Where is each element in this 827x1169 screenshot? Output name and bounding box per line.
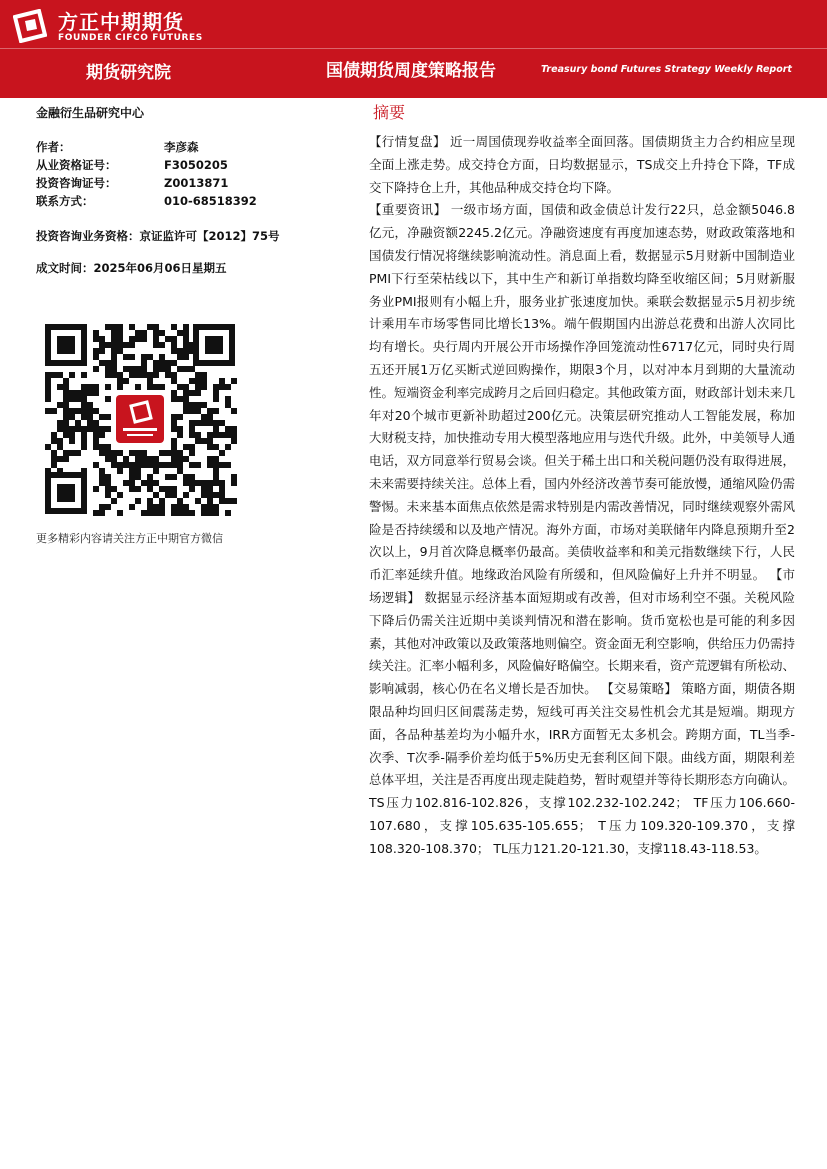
report-header	[0, 0, 827, 98]
market-review-paragraph: 【行情复盘】 近一周国债现券收益率全面回落。国债期货主力合约相应呈现全面上涨走势。成交持仓方面，日均数据显示，TS成交上升持仓下降，TF成交下降持仓上升，其他品种成交持仓均下降。	[369, 134, 795, 195]
report-title-en: Treasury bond Futures Strategy Weekly Report	[541, 64, 792, 75]
qr-caption: 更多精彩内容请关注方正中期官方微信	[36, 532, 223, 545]
abstract-title: 摘要	[373, 103, 406, 122]
wechat-qr-code[interactable]	[43, 322, 237, 516]
author-value: 李彦森	[164, 140, 199, 154]
contact-value: 010-68518392	[164, 194, 257, 208]
contact-row	[36, 192, 336, 210]
business-license: 投资咨询业务资格：京证监许可【2012】75号	[36, 229, 280, 243]
abstract-section	[369, 100, 795, 861]
analysis-paragraph: 【重要资讯】 一级市场方面，国债和政金债总计发行22只，总金额5046.8亿元，净融资额2245.2亿元。净融资速度有再度加速态势，财政政策落地和国债发行情况将继续影响流动性。消息面上看，数据显示5月财新中国制造业PMI下行至荣枯线以下，其中生产和新订单指数均降至收缩区间；5月财新服务业PMI报则有小幅上升，服务业扩张速度加快。乘联会数据显示5月初步统计乘用车市场零售同比增长13%。端午假期国内出游总花费和出游人次同比均有增长。央行周内开展公开市场操作净回笼流动性6717亿元，同时央行周五还开展1万亿买断式逆回购操作，期限3个月，以对冲本月到期的大量流动性。短端资金利率完成跨月之后回归稳定。其他政策方面，财政部计划未来几年对20个城市更新补助超过200亿元。决策层研究推动人工智能发展，称加大财税支持，加快推动专用大模型落地应用与迭代升级。此外，中美领导人通电话，双方同意举行贸易会谈。但关于稀土出口和关税问题仍没有取得进展，未来需要持续关注。总体上看，国内外经济改善节奏可能放慢，通缩风险仍需警惕。未来基本面焦点依然是需求特别是内需改善情况，同时继续观察外需风险是否持续缓和以及地产情况。海外方面，市场对美联储年内降息预期升至2次以上，9月首次降息概率仍最高。美债收益率和和美元指数继续下行，人民币汇率延续升值。地缘政治风险有所缓和，但风险偏好上升并不明显。 【市场逻辑】 数据显示经济基本面短期或有改善，但对市场利空不强。关税风险下降后仍需关注近期中美谈判情况和潜在影响。货币宽松也是可能的利多因素，其他对冲政策以及政策落地则偏空。资金面无利空影响，供给压力仍需持续关注。汇率小幅利多，风险偏好略偏空。长期来看，资产荒逻辑有所松动、影响减弱，核心仍在名义增长是否加快。 【交易策略】 策略方面，期债各期限品种均回归区间震荡走势，短线可再关注交易性机会尤其是短端。期现方面，各品种基差均为小幅升水，IRR方面暂无太多机会。跨期方面，TL当季-次季、T次季-隔季价差均低于5%历史无套利区间下限。曲线方面，期限利差总体平坦，关注是否再度出现走陡趋势，暂时观望并等待长期形态方向确认。TS压力102.816-102.826，支撑102.232-102.242； TF压力106.660-107.680，支撑105.635-105.655； T压力109.320-109.370，支撑108.320-108.370； TL压力121.20-121.30，支撑118.43-118.53。	[369, 202, 795, 856]
institute-name: 期货研究院	[86, 63, 171, 83]
contact-label: 联系方式：	[36, 194, 94, 208]
advisory-value: Z0013871	[164, 176, 229, 190]
author-label: 作者：	[36, 140, 71, 154]
header-divider	[0, 48, 827, 49]
advisory-label: 投资咨询证号：	[36, 176, 117, 190]
report-title-cn: 国债期货周度策略报告	[326, 61, 496, 81]
qualification-label: 从业资格证号：	[36, 158, 117, 172]
qualification-value: F3050205	[164, 158, 228, 172]
founder-logo-icon	[13, 9, 47, 43]
brand-name-en: FOUNDER CIFCO FUTURES	[58, 33, 203, 43]
author-panel	[36, 104, 336, 276]
publish-date: 成文时间：2025年06月06日星期五	[36, 261, 227, 275]
author-row	[36, 138, 336, 156]
brand-name-cn: 方正中期期货	[58, 10, 184, 34]
research-center: 金融衍生品研究中心	[36, 106, 145, 120]
qr-center-logo	[113, 392, 167, 446]
qualification-row	[36, 156, 336, 174]
advisory-row	[36, 174, 336, 192]
